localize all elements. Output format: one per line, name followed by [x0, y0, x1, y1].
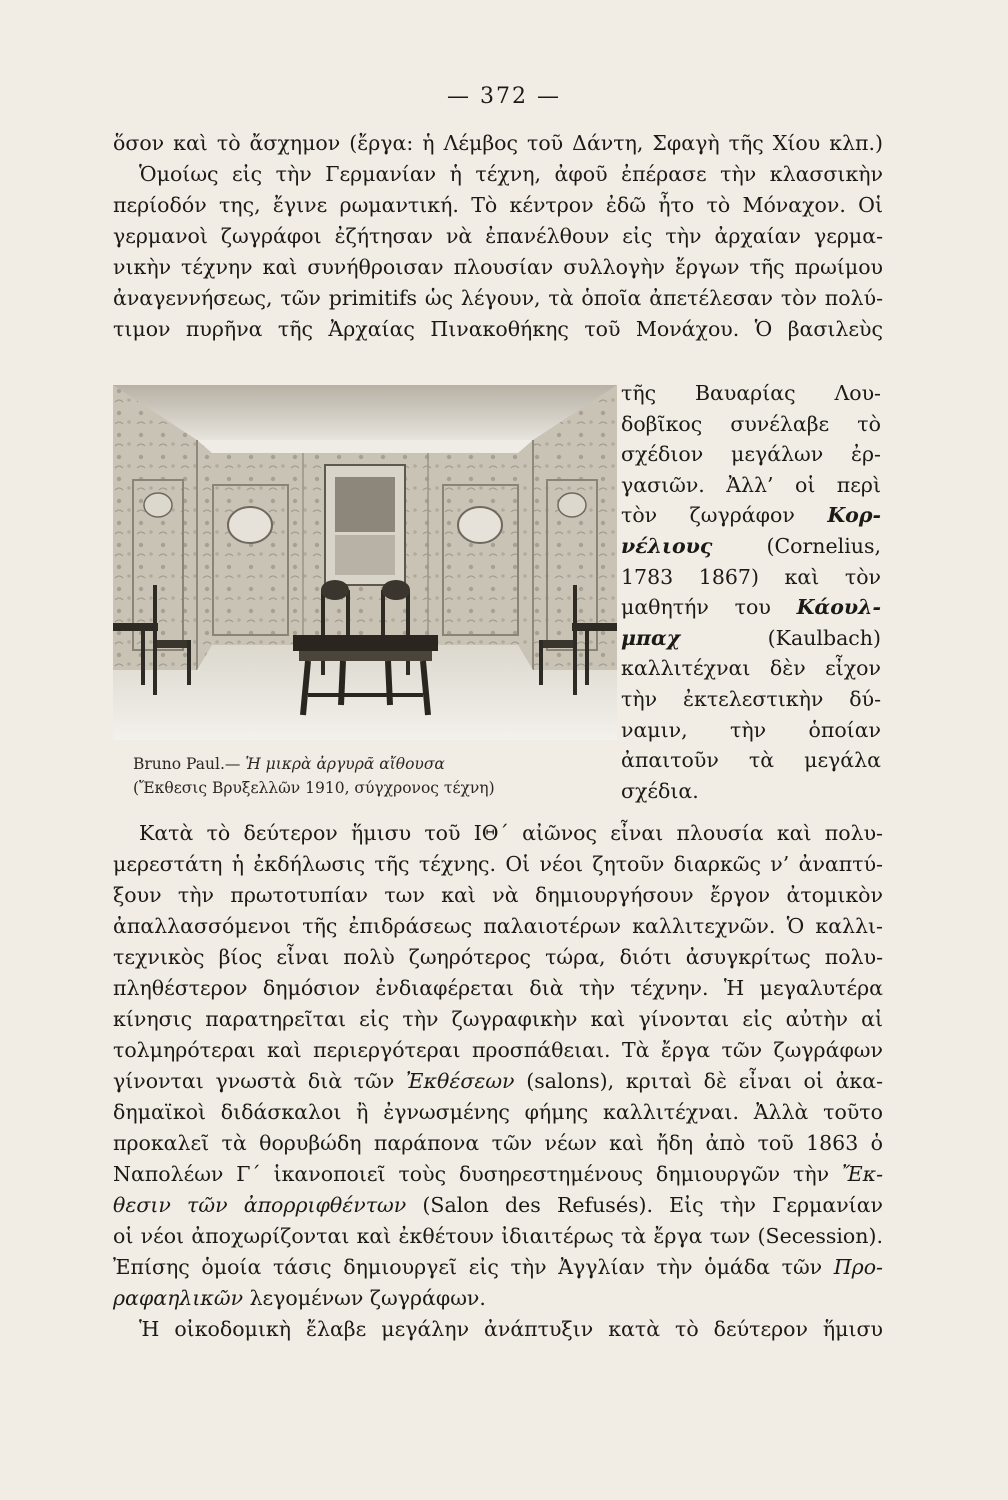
text-line: Ὁμοίως εἰς τὴν Γερμανίαν ἡ τέχνη, ἀφοῦ ἐπέρασε τὴν κλασσικὴν	[139, 162, 883, 186]
room-photograph	[113, 385, 617, 740]
text-line: γερμανοὶ ζωγράφοι ἐζήτησαν νὰ ἐπανέλθουν εἰς τὴν ἀρχαίαν γερμα-	[113, 224, 883, 248]
text-line: νικὴν τέχνην καὶ συνήθροισαν πλουσίαν συλλογὴν ἔργων τῆς πρωίμου	[113, 255, 883, 279]
italic-term: Ἐκθέσεων	[406, 1069, 515, 1093]
name-cornelius-cont: νέλιους	[621, 533, 713, 558]
latin-name: (Kaulbach)	[767, 625, 881, 650]
text-line: τὴν ἐκτελεστικὴν δύ-	[621, 686, 881, 711]
caption-line	[133, 752, 613, 776]
text-line: Κατὰ τὸ δεύτερον ἥμισυ τοῦ ΙΘ΄ αἰῶνος εἶναι πλουσία καὶ πολυ-	[139, 821, 883, 845]
text-fragment: (Salon des Refusés). Εἰς τὴν Γερμανίαν	[422, 1193, 883, 1217]
text-line	[113, 1159, 883, 1190]
text-line: Ἡ οἰκοδομικὴ ἔλαβε μεγάλην ἀνάπτυξιν κατὰ τὸ δεύτερον ἥμισυ	[139, 1317, 883, 1341]
text-line: προκαλεῖ τὰ θορυβώδη παράπονα τῶν νέων καὶ ἤδη ἀπὸ τοῦ 1863 ὁ	[113, 1131, 883, 1155]
text-line	[113, 1283, 883, 1314]
figure-photo	[113, 385, 617, 740]
text-line: ξουν τὴν πρωτοτυπίαν των καὶ νὰ δημιουργήσουν ἔργον ἀτομικὸν	[113, 883, 883, 907]
text-fragment: (salons), κριταὶ δὲ εἶναι οἱ ἀκα-	[526, 1069, 883, 1093]
italic-term: ραφαηλικῶν	[113, 1286, 244, 1310]
text-line: ναμιν, τὴν ὁποίαν	[621, 717, 881, 742]
text-line: σχέδιον μεγάλων ἐρ-	[621, 442, 881, 467]
text-line: κίνησις παρατηρεῖται εἰς τὴν ζωγραφικὴν καὶ γίνονται εἰς αὐτὴν αἱ	[113, 1007, 883, 1031]
italic-term: θεσιν τῶν ἀπορριφθέντων	[113, 1193, 407, 1217]
latin-name: (Cornelius,	[766, 533, 881, 558]
text-line: ἀπαιτοῦν τὰ μεγάλα	[621, 748, 881, 773]
text-line: τεχνικὸς βίος εἶναι πολὺ ζωηρότερος τώρα, διότι ἀσυγκρίτως πολυ-	[113, 945, 883, 969]
text-line	[621, 592, 881, 623]
caption-line: (Ἔκθεσις Βρυξελλῶν 1910, σύγχρονος τέχνη)	[133, 779, 495, 797]
text-line: δημαϊκοὶ διδάσκαλοι ἢ ἐγνωσμένης φήμης καλλιτέχναι. Ἀλλὰ τοῦτο	[113, 1100, 883, 1124]
text-line	[113, 1252, 883, 1283]
text-fragment: γίνονται γνωστὰ διὰ τῶν	[113, 1069, 395, 1093]
text-line: τιμον πυρῆνα τῆς Ἀρχαίας Πινακοθήκης τοῦ Μονάχου. Ὁ βασιλεὺς	[113, 317, 883, 341]
text-fragment: Ἐπίσης ὁμοία τάσις δημιουργεῖ εἰς τὴν Ἀγγλίαν τὴν ὁμάδα τῶν	[113, 1255, 823, 1279]
intro-paragraph	[113, 128, 883, 345]
caption-title: Ἡ μικρὰ ἀργυρᾶ αἴθουσα	[245, 755, 445, 773]
text-line: καλλιτέχναι δὲν εἶχον	[621, 656, 881, 681]
page-number: — 372 —	[447, 84, 561, 109]
italic-term: Προ-	[833, 1255, 883, 1279]
text-line: ὅσον καὶ τὸ ἄσχημον (ἔργα: ἡ Λέμβος τοῦ Δάντη, Σφαγὴ τῆς Χίου κλπ.)	[113, 131, 883, 155]
figure-caption	[133, 752, 613, 800]
text-fragment: τὸν ζωγράφον	[621, 503, 795, 528]
italic-term: Ἔκ-	[841, 1162, 883, 1186]
text-line: τολμηρότεραι καὶ περιεργότεραι προσπάθειαι. Τὰ ἔργα τῶν ζωγράφων	[113, 1038, 883, 1062]
caption-author: Bruno Paul.—	[133, 755, 241, 773]
text-line: ἀπαλλασσόμενοι τῆς ἐπιδράσεως παλαιοτέρων καλλιτεχνῶν. Ὁ καλλι-	[113, 914, 883, 938]
side-column-text	[621, 378, 881, 806]
text-line: περίοδόν της, ἔγινε ρωμαντική. Τὸ κέντρον ἐδῶ ἦτο τὸ Μόναχον. Οἱ	[113, 193, 883, 217]
body-paragraph	[113, 818, 883, 1345]
text-line	[621, 531, 881, 562]
text-fragment: Ναπολέων Γ΄ ἱκανοποιεῖ τοὺς δυσηρεστημένους δημιουργῶν τὴν	[113, 1162, 830, 1186]
name-cornelius: Κορ-	[827, 503, 881, 528]
text-line	[621, 500, 881, 531]
text-line: πληθέστερον δημόσιον ἐνδιαφέρεται διὰ τὴν τέχνην. Ἡ μεγαλυτέρα	[113, 976, 883, 1000]
text-line: 1783 1867) καὶ τὸν	[621, 564, 881, 589]
name-kaulbach: Κάουλ-	[796, 595, 881, 620]
text-line: οἱ νέοι ἀποχωρίζονται καὶ ἐκθέτουν ἰδιαιτέρως τὰ ἔργα των (Secession).	[113, 1224, 883, 1248]
text-line	[113, 1066, 883, 1097]
text-fragment: μαθητήν του	[621, 595, 771, 620]
text-fragment: λεγομένων ζωγράφων.	[249, 1286, 486, 1310]
text-line	[621, 623, 881, 654]
text-line: δοβῖκος συνέλαβε τὸ	[621, 411, 881, 436]
text-line: γασιῶν. Ἀλλ’ οἱ περὶ	[621, 472, 881, 497]
text-line	[113, 1190, 883, 1221]
text-line: ἀναγεννήσεως, τῶν primitifs ὡς λέγουν, τὰ ὁποῖα ἀπετέλεσαν τὸν πολύ-	[113, 286, 883, 310]
text-line: τῆς Βαυαρίας Λου-	[621, 381, 881, 405]
name-kaulbach-cont: μπαχ	[621, 625, 681, 650]
text-line: σχέδια.	[621, 778, 699, 803]
text-line: μερεστάτη ἡ ἐκδήλωσις τῆς τέχνης. Οἱ νέοι ζητοῦν διαρκῶς ν’ ἀναπτύ-	[113, 852, 883, 876]
